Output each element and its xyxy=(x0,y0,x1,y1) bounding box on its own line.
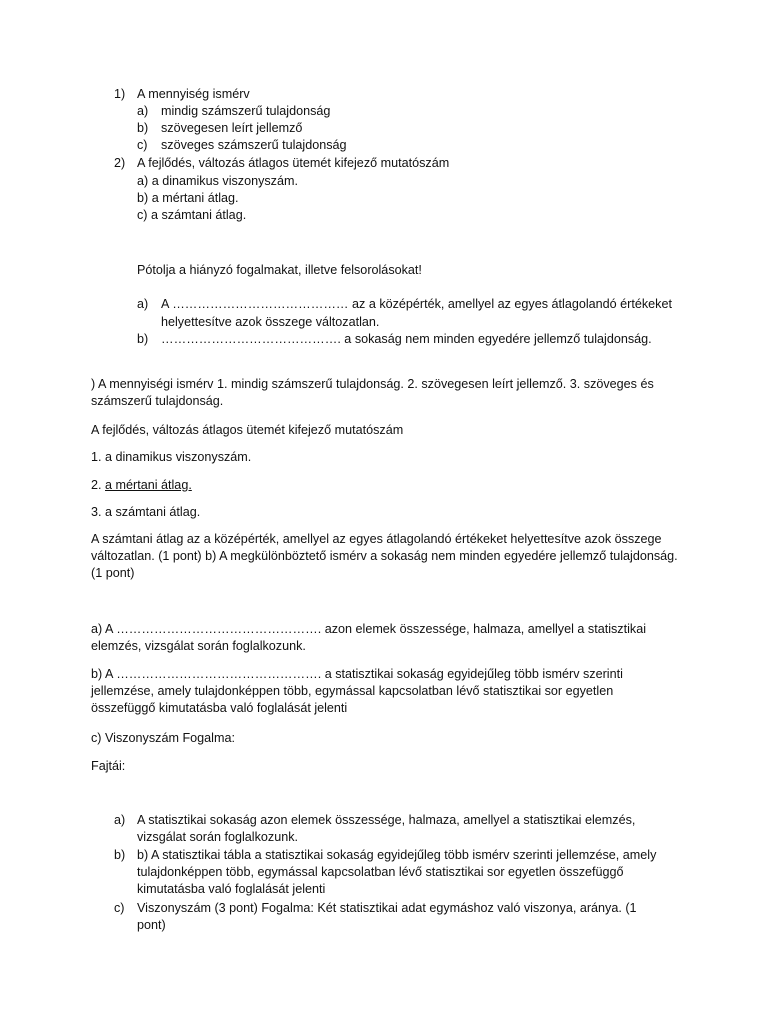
fill-marker: b) xyxy=(137,332,149,346)
question-1-number: 1) xyxy=(114,87,126,101)
list-item-line: tulajdonképpen több, egymással kapcsolatban lévő statisztikai sor egyetlen összefüggő xyxy=(137,865,624,879)
fill-paragraph: a) A …………………………………………. azon elemek összessége, halmaza, amellyel a statisztikai elemzés, vizsgálat során foglalkozunk. xyxy=(91,622,646,653)
fill-paragraph: Fajtái: xyxy=(91,759,126,773)
option-text: a) a dinamikus viszonyszám. xyxy=(137,174,298,188)
answer-prefix: 2. xyxy=(91,478,106,492)
list-marker: b) xyxy=(114,848,126,862)
instruction-text: Pótolja a hiányzó fogalmakat, illetve felsorolásokat! xyxy=(137,263,422,277)
list-item-line: Viszonyszám (3 pont) Fogalma: Két statisztikai adat egymáshoz való viszonya, aránya. (1 xyxy=(137,901,637,915)
fill-paragraph: b) A …………………………………………. a statisztikai sokaság egyidejűleg több ismérv szerinti jellemzése, amely tulajdonképpen több, egymással kapcsolatban lévő statisztikai sor egyetlen összefüggő kimutatásba való foglalását jelenti xyxy=(91,667,623,715)
option-text: c) a számtani átlag. xyxy=(137,208,247,222)
option-text: b) a mértani átlag. xyxy=(137,191,239,205)
list-item-line: A statisztikai sokaság azon elemek összessége, halmaza, amellyel a statisztikai elemzés, xyxy=(137,813,636,827)
option-text: szöveges számszerű tulajdonság xyxy=(161,138,347,152)
answer-paragraph: A fejlődés, változás átlagos ütemét kifejező mutatószám xyxy=(91,423,404,437)
option-text: mindig számszerű tulajdonság xyxy=(161,104,331,118)
option-marker: b) xyxy=(137,121,149,135)
answer-paragraph: 1. a dinamikus viszonyszám. xyxy=(91,450,252,464)
answer-paragraph: 3. a számtani átlag. xyxy=(91,505,201,519)
list-item-line: vizsgálat során foglalkozunk. xyxy=(137,830,299,844)
fill-marker: a) xyxy=(137,297,149,311)
option-text: szövegesen leírt jellemző xyxy=(161,121,303,135)
answer-paragraph: ) A mennyiségi ismérv 1. mindig számszerű tulajdonság. 2. szövegesen leírt jellemző. 3. szöveges és számszerű tulajdonság. xyxy=(91,377,654,408)
list-marker: a) xyxy=(114,813,126,827)
question-2-text: A fejlődés, változás átlagos ütemét kifejező mutatószám xyxy=(137,156,450,170)
underlined-answer: a mértani átlag. xyxy=(105,478,192,492)
list-item-line: pont) xyxy=(137,918,166,932)
answer-paragraph: A számtani átlag az a középérték, amellyel az egyes átlagolandó értékeket helyettesítve azok összege változatlan. (1 pont) b) A megkülönböztető ismérv a sokaság nem minden egyedére jellemző tulajdonság. (1 pont) xyxy=(91,532,678,580)
fill-text: ……………………………………. a sokaság nem minden egyedére jellemző tulajdonság. xyxy=(161,332,652,346)
option-marker: c) xyxy=(137,138,148,152)
fill-text: helyettesítve azok összege változatlan. xyxy=(161,315,380,329)
list-item-line: b) A statisztikai tábla a statisztikai sokaság egyidejűleg több ismérv szerinti jellemzése, amely xyxy=(137,848,657,862)
list-item-line: kimutatásba való foglalását jelenti xyxy=(137,882,326,896)
list-marker: c) xyxy=(114,901,125,915)
fill-text: A …………………………………… az a középérték, amellyel az egyes átlagolandó értékeket xyxy=(161,297,672,311)
option-marker: a) xyxy=(137,104,149,118)
fill-paragraph: c) Viszonyszám Fogalma: xyxy=(91,731,235,745)
answer-paragraph xyxy=(91,477,681,494)
question-1-text: A mennyiség ismérv xyxy=(137,87,250,101)
question-2-number: 2) xyxy=(114,156,126,170)
